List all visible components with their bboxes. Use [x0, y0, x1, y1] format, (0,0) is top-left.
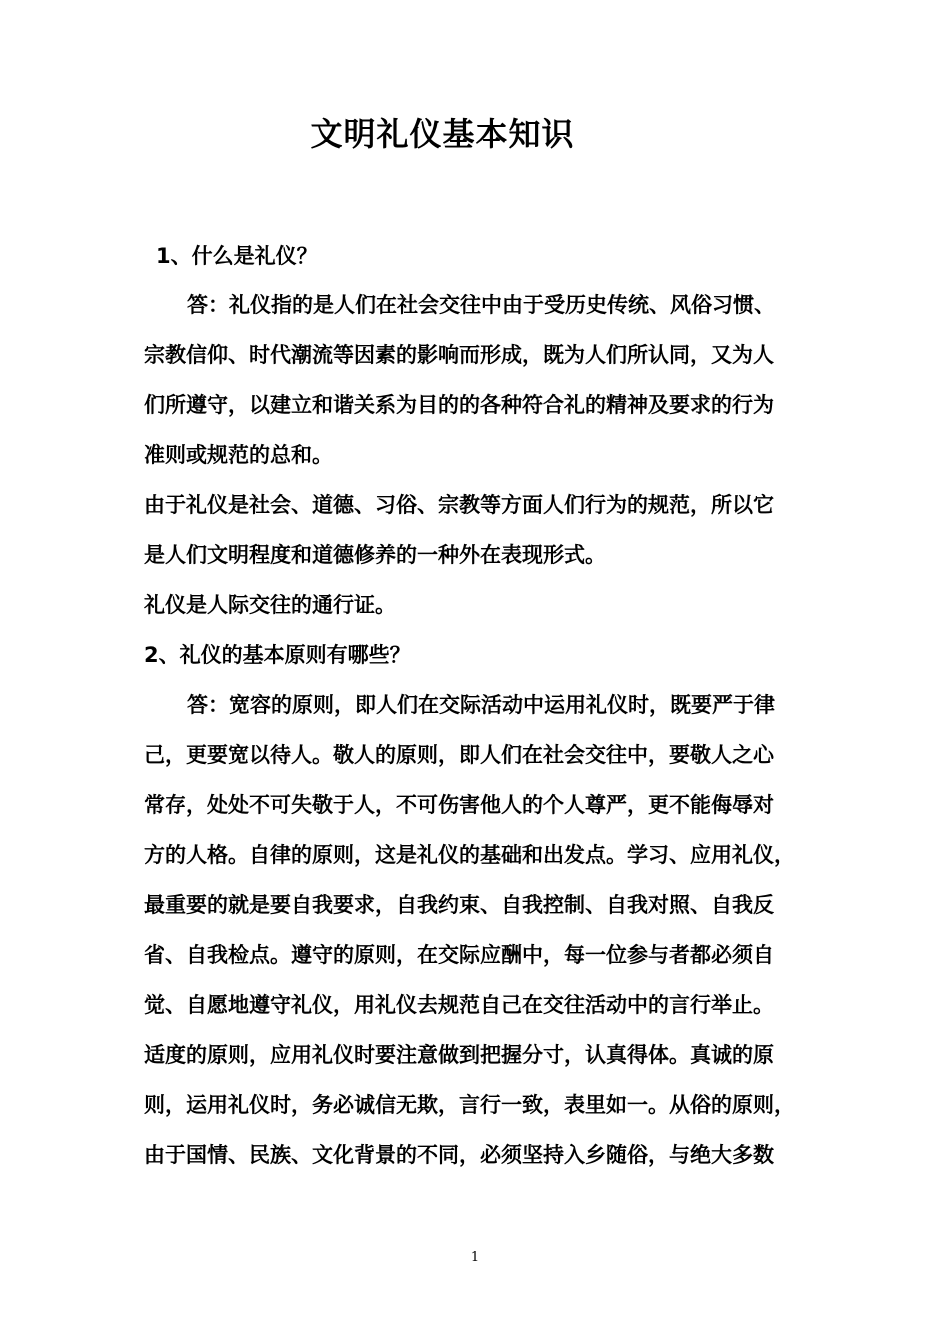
- paragraph-line: 觉、自愿地遵守礼仪，用礼仪去规范自己在交往活动中的言行举止。: [144, 993, 774, 1017]
- paragraph-line: 由于礼仪是社会、道德、习俗、宗教等方面人们行为的规范，所以它: [144, 493, 774, 517]
- paragraph-line: 准则或规范的总和。: [144, 443, 333, 467]
- paragraph-line: 常存，处处不可失敬于人，不可伤害他人的个人尊严，更不能侮辱对: [144, 793, 774, 817]
- paragraph-line: 是人们文明程度和道德修养的一种外在表现形式。: [144, 543, 606, 567]
- paragraph-line: 省、自我检点。遵守的原则，在交际应酬中，每一位参与者都必须自: [144, 943, 774, 967]
- document-title: 文明礼仪基本知识: [310, 115, 575, 153]
- paragraph-line: 适度的原则，应用礼仪时要注意做到把握分寸，认真得体。真诚的原: [144, 1043, 774, 1067]
- question-2-heading: 2、礼仪的基本原则有哪些？: [144, 643, 411, 667]
- page-number: 1: [470, 1250, 480, 1265]
- question-1-heading: 1、什么是礼仪？: [156, 244, 318, 268]
- paragraph-line: 己，更要宽以待人。敬人的原则，即人们在社会交往中，要敬人之心: [144, 743, 774, 767]
- paragraph-line: 们所遵守，以建立和谐关系为目的的各种符合礼的精神及要求的行为: [144, 393, 774, 417]
- paragraph-line: 礼仪是人际交往的通行证。: [144, 593, 396, 617]
- paragraph-line: 答：礼仪指的是人们在社会交往中由于受历史传统、风俗习惯、: [187, 293, 775, 317]
- paragraph-line: 答：宽容的原则，即人们在交际活动中运用礼仪时，既要严于律: [187, 693, 775, 717]
- paragraph-line: 由于国情、民族、文化背景的不同，必须坚持入乡随俗，与绝大多数: [144, 1143, 774, 1167]
- paragraph-line: 方的人格。自律的原则，这是礼仪的基础和出发点。学习、应用礼仪，: [144, 843, 795, 867]
- paragraph-line: 则，运用礼仪时，务必诚信无欺，言行一致，表里如一。从俗的原则，: [144, 1093, 795, 1117]
- paragraph-line: 宗教信仰、时代潮流等因素的影响而形成，既为人们所认同，又为人: [144, 343, 774, 367]
- paragraph-line: 最重要的就是要自我要求，自我约束、自我控制、自我对照、自我反: [144, 893, 774, 917]
